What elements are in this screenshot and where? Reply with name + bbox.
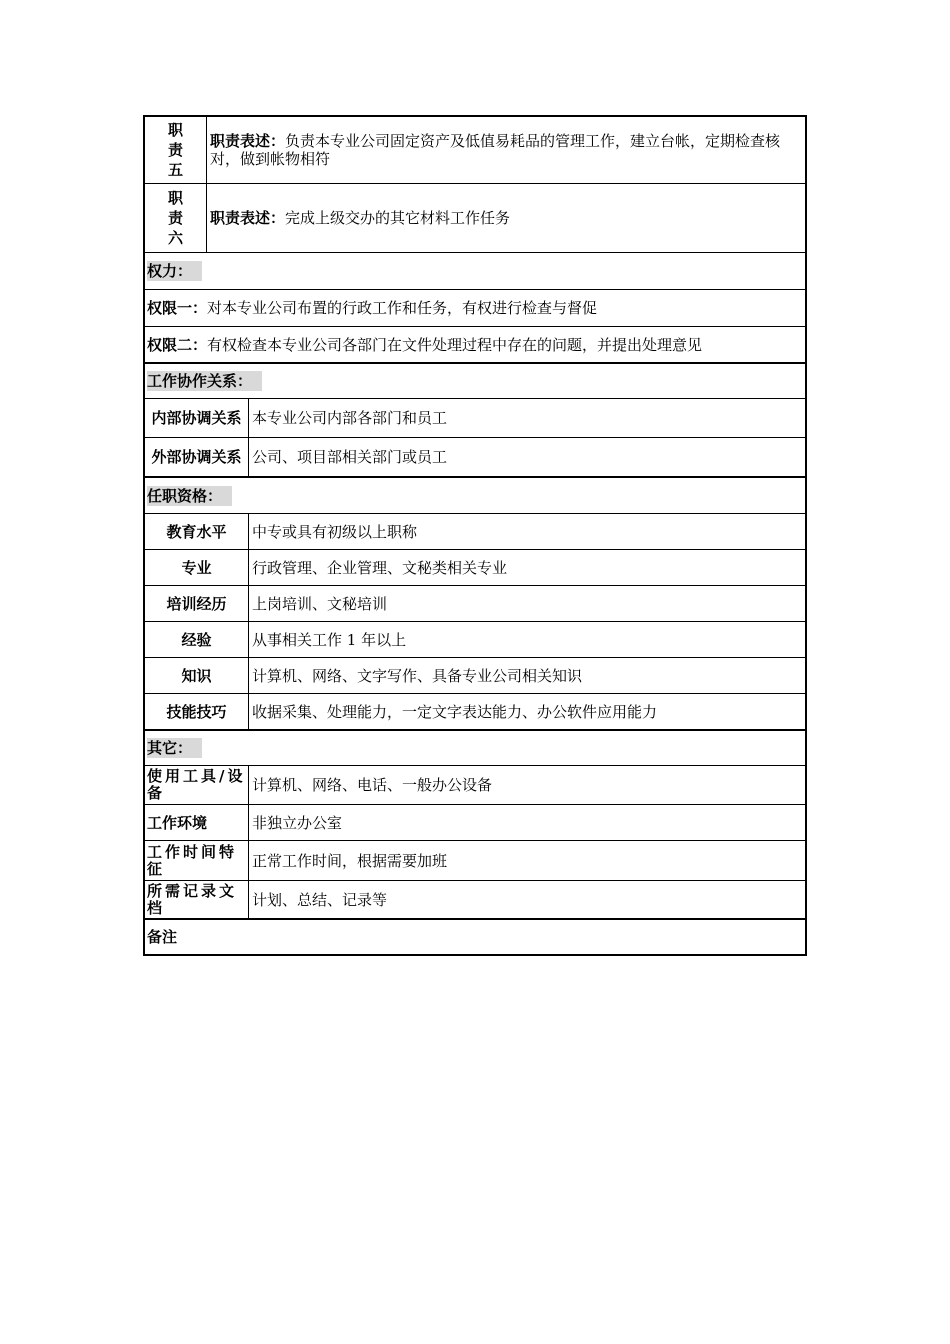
authority-label: 权限二： <box>147 335 208 354</box>
qualification-label: 技能技巧 <box>145 694 249 729</box>
duty-description <box>207 117 805 183</box>
other-row <box>143 881 807 920</box>
section-header-other <box>143 731 807 766</box>
authority-text: 对本专业公司布置的行政工作和任务，有权进行检查与督促 <box>207 299 598 317</box>
other-row <box>143 766 807 805</box>
qualification-row <box>143 658 807 694</box>
section-header-power <box>143 253 807 290</box>
other-label: 使用工具/设备 <box>145 766 249 804</box>
other-value: 正常工作时间，根据需要加班 <box>252 851 448 870</box>
relation-row <box>143 399 807 438</box>
other-label: 所需记录文档 <box>145 881 249 918</box>
remarks-label: 备注 <box>147 928 178 946</box>
section-header-cooperation <box>143 364 807 399</box>
other-row <box>143 805 807 841</box>
relation-value: 公司、项目部相关部门或员工 <box>252 448 448 466</box>
duty-row <box>143 184 807 253</box>
duty-label: 职责五 <box>145 117 207 183</box>
duty-label: 职责六 <box>145 184 207 252</box>
authority-row <box>143 290 807 327</box>
qualification-label: 培训经历 <box>145 586 249 621</box>
qualification-row <box>143 586 807 622</box>
authority-text: 有权检查本专业公司各部门在文件处理过程中存在的问题，并提出处理意见 <box>207 335 703 354</box>
duty-text: 完成上级交办的其它材料工作任务 <box>285 209 511 227</box>
section-header-qualifications <box>143 478 807 514</box>
relation-label: 内部协调关系 <box>145 399 249 437</box>
qualification-value: 收据采集、处理能力，一定文字表达能力、办公软件应用能力 <box>252 702 658 721</box>
other-row <box>143 841 807 881</box>
qualification-value: 行政管理、企业管理、文秘类相关专业 <box>252 558 508 577</box>
qualification-value: 从事相关工作 1 年以上 <box>252 630 407 649</box>
other-value: 计算机、网络、电话、一般办公设备 <box>252 776 493 794</box>
qualification-label: 教育水平 <box>145 514 249 549</box>
other-value: 计划、总结、记录等 <box>252 890 388 909</box>
section-title: 任职资格： <box>147 486 232 506</box>
duty-description <box>207 184 805 252</box>
duty-row <box>143 115 807 184</box>
qualification-row <box>143 694 807 731</box>
duty-title: 职责表述： <box>210 132 286 150</box>
qualification-row <box>143 622 807 658</box>
section-title: 工作协作关系： <box>147 371 262 391</box>
qualification-label: 知识 <box>145 658 249 693</box>
authority-row <box>143 327 807 364</box>
qualification-label: 专业 <box>145 550 249 585</box>
relation-value: 本专业公司内部各部门和员工 <box>252 409 448 427</box>
remarks-row <box>143 920 807 956</box>
qualification-label: 经验 <box>145 622 249 657</box>
job-description-table <box>143 115 807 956</box>
authority-label: 权限一： <box>147 299 208 317</box>
other-label: 工作环境 <box>145 805 249 840</box>
qualification-value: 计算机、网络、文字写作、具备专业公司相关知识 <box>252 666 583 685</box>
other-label: 工作时间特征 <box>145 841 249 880</box>
relation-row <box>143 438 807 478</box>
section-title: 其它： <box>147 738 202 758</box>
qualification-value: 中专或具有初级以上职称 <box>252 522 418 541</box>
qualification-row <box>143 514 807 550</box>
qualification-value: 上岗培训、文秘培训 <box>252 594 388 613</box>
duty-text: 负责本专业公司固定资产及低值易耗品的管理工作，建立台帐，定期检查核对，做到帐物相符 <box>210 132 781 168</box>
section-title: 权力： <box>147 261 202 281</box>
relation-label: 外部协调关系 <box>145 438 249 476</box>
other-value: 非独立办公室 <box>252 813 343 832</box>
qualification-row <box>143 550 807 586</box>
duty-title: 职责表述： <box>210 209 286 227</box>
